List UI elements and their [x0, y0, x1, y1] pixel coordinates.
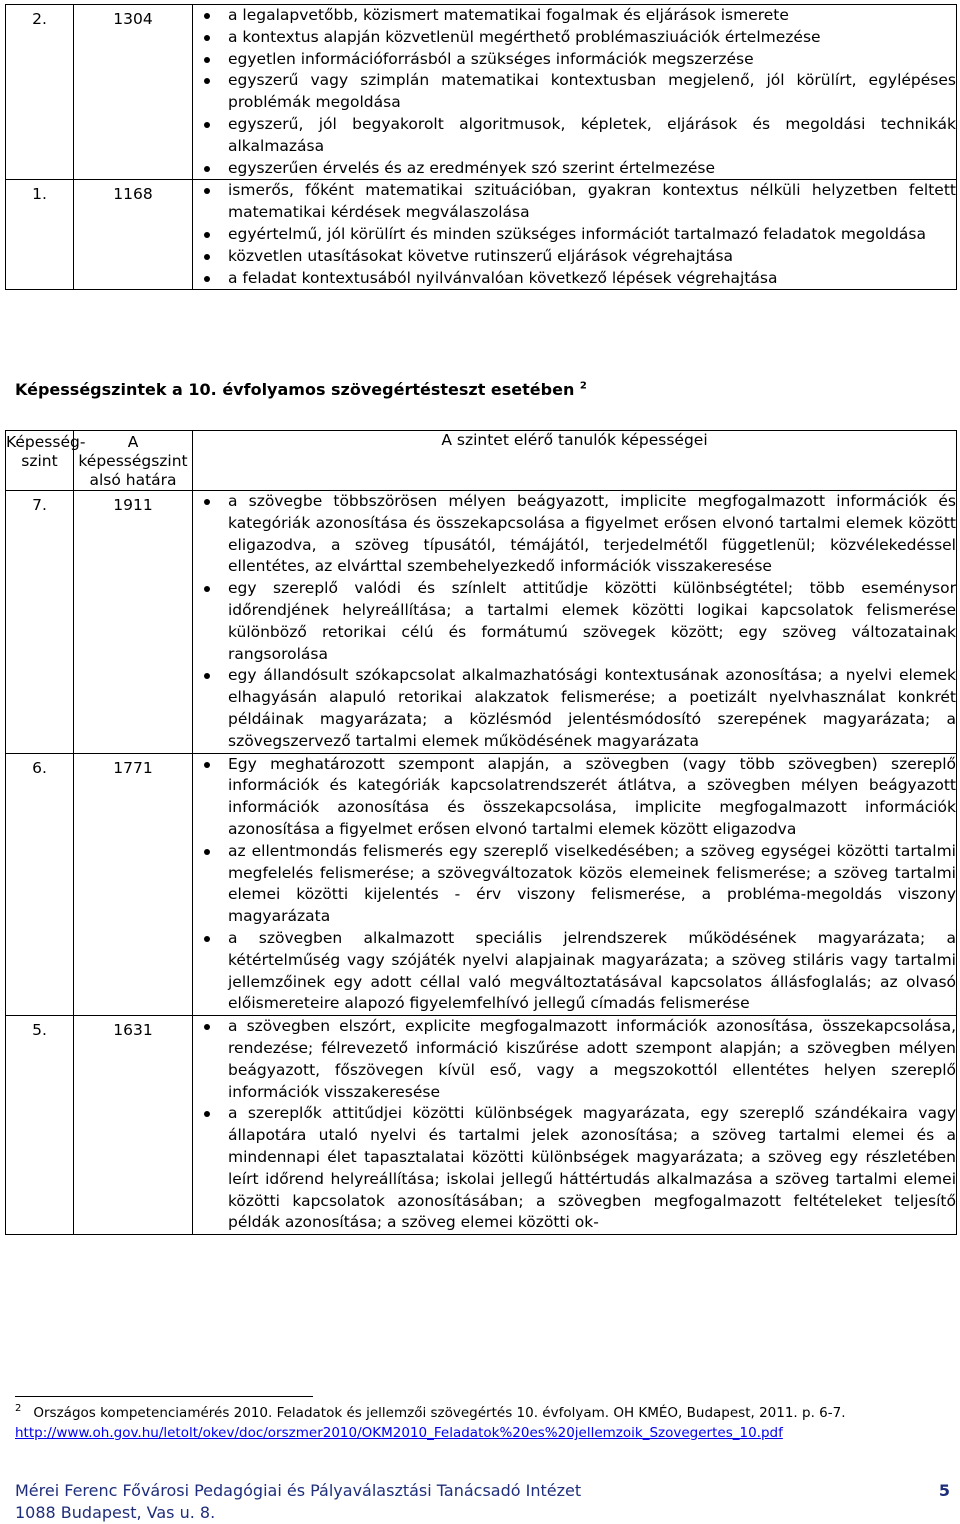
list-item-text: a feladat kontextusából nyilvánvalóan következő lépések végrehajtása — [228, 268, 778, 287]
lower-bound-cell: 1304 — [74, 5, 193, 180]
level-cell: 2. — [6, 5, 74, 180]
bullet-icon — [204, 78, 210, 84]
list-item — [193, 754, 956, 841]
list-item — [193, 70, 956, 114]
bullet-icon — [204, 13, 210, 19]
description-cell — [193, 180, 957, 290]
footnote-number: 2 — [15, 1403, 22, 1414]
level-cell: 1. — [6, 180, 74, 290]
lower-bound-cell: 1771 — [74, 753, 193, 1016]
bullet-icon — [204, 232, 210, 238]
table-row — [6, 1016, 957, 1235]
footer-address: 1088 Budapest, Vas u. 8. — [15, 1503, 216, 1522]
list-item-text: a szövegben alkalmazott speciális jelrendszerek működésének magyarázata; a kétértelműség vagy szójáték nyelvi alapjainak magyarázata; a szöveg stiláris vagy tartalmi jellemzőinek egy adott céllal való megváltoztatásával kapcsolatos állásfoglalás; az olvasó előismereteire alapozó figyelemfelhívó jellegű címadás felismerése — [228, 928, 956, 1013]
lower-bound-cell: 1631 — [74, 1016, 193, 1235]
list-item — [193, 268, 956, 290]
skill-table-math — [5, 4, 957, 290]
bullet-icon — [204, 122, 210, 128]
list-item — [193, 27, 956, 49]
bullet-icon — [204, 188, 210, 194]
list-item-text: a legalapvetőbb, közismert matematikai fogalmak és eljárások ismerete — [228, 6, 789, 24]
table-row — [6, 180, 957, 290]
header-level: Képesség-szint — [6, 431, 74, 491]
header-description: A szintet elérő tanulók képességei — [193, 431, 957, 491]
section-title — [15, 380, 587, 399]
list-item — [193, 1016, 956, 1103]
footnote-divider — [15, 1396, 313, 1397]
list-item-text: Egy meghatározott szempont alapján, a szövegben (vagy több szövegben) szereplő információk és kategóriák kapcsolatrendszerét átlátva, a szövegben mélyen beágyazott információk azonosítása és összekapcsolása, implicite megfogalmazott információk azonosítása a figyelmet erősen elvonó tartalmi elemek között eligazodva — [228, 754, 956, 838]
table-row — [6, 5, 957, 180]
list-item — [193, 5, 956, 27]
list-item-text: egyértelmű, jól körülírt és minden szükséges információt tartalmazó feladatok megoldása — [228, 224, 926, 243]
page-number: 5 — [938, 1481, 950, 1500]
list-item-text: egyszerű, jól begyakorolt algoritmusok, képletek, eljárások és megoldási technikák alkalmazása — [228, 114, 956, 155]
list-item-text: a kontextus alapján közvetlenül megérthető problémasziuációk értelmezése — [228, 27, 821, 46]
bullet-icon — [204, 499, 210, 505]
list-item — [193, 224, 956, 246]
list-item-text: egyszerűen érvelés és az eredmények szó szerint értelmezése — [228, 158, 715, 177]
list-item — [193, 665, 956, 752]
list-item-text: a szövegben elszórt, explicite megfogalmazott információk azonosítása, összekapcsolása, rendezése; félrevezető információ kiszűrése adott szempont alapján; a szövegben mélyen beágyazott, főszövegen kívül eső, vagy a megszokottól ellentétes helyen szereplő információk visszakeresése — [228, 1017, 956, 1101]
list-item-text: a szövegbe többszörösen mélyen beágyazott, implicite megfogalmazott információk és kategóriák azonosítása és összekapcsolása a figyelmet erősen elvonó tartalmi elemek között eligazodva, a szöveg típusától, témájától, terjedelmétől függetlenül; közvélekedéssel ellentétes, az elvárttal szembehelyezkedő információk visszakeresése — [228, 492, 956, 576]
ability-list — [193, 491, 956, 753]
list-item — [193, 180, 956, 224]
list-item-text: a szereplők attitűdjei közötti különbségek magyarázata, egy szereplő szándékaira vagy állapotára utaló nyelvi és tartalmi jelek azonosítása; a szöveg tartalmi elemei és a mindennapi élet tapasztalatai közötti különbségek magyarázata; a szöveg egy részletében leírt időrend helyreállítása; iskolai jellegű háttértudás alkalmazása a szöveg tartalmi elemei közötti kapcsolatok azonosításában; a szövegben megfogalmazott feltételeket teljesítő példák azonosítása; a szöveg elemei közötti ok- — [228, 1104, 956, 1232]
page-footer — [15, 1480, 950, 1524]
table-row — [6, 753, 957, 1016]
bullet-icon — [204, 166, 210, 172]
list-item — [193, 158, 956, 180]
ability-list — [193, 180, 956, 289]
table-header-row — [6, 431, 957, 491]
skill-table-reading — [5, 430, 957, 1235]
footnote-text: Országos kompetenciamérés 2010. Feladatok és jellemzői szövegértés 10. évfolyam. OH KMÉO, Budapest, 2011. p. 6-7. — [33, 1405, 846, 1421]
description-cell — [193, 491, 957, 754]
list-item-text: egy állandósult szókapcsolat alkalmazhatósági kontextusának azonosítása; a nyelvi elemek elhagyásán alapuló retorikai alakzatok felismerése; a poetizált nyelvhasználat konkrét példáinak magyarázata; a közlésmód jelentésmódosító szerepének magyarázata; a szövegszervező tartalmi elemek működésének magyarázata — [228, 666, 956, 750]
ability-list — [193, 754, 956, 1016]
list-item — [193, 841, 956, 928]
ability-list — [193, 5, 956, 179]
bullet-icon — [204, 762, 210, 768]
bullet-icon — [204, 276, 210, 282]
list-item — [193, 491, 956, 578]
description-cell — [193, 753, 957, 1016]
list-item-text: közvetlen utasításokat követve rutinszerű eljárások végrehajtása — [228, 246, 734, 265]
section-title-text: Képességszintek a 10. évfolyamos szövegértésteszt esetében — [15, 380, 575, 399]
list-item — [193, 49, 956, 71]
level-cell: 5. — [6, 1016, 74, 1235]
list-item-text: ismerős, főként matematikai szituációban, gyakran kontextus nélküli helyzetben feltett matematikai kérdések megválaszolása — [228, 181, 956, 222]
bullet-icon — [204, 35, 210, 41]
list-item — [193, 578, 956, 665]
lower-bound-cell: 1168 — [74, 180, 193, 290]
bullet-icon — [204, 1111, 210, 1117]
bullet-icon — [204, 673, 210, 679]
header-lower-bound: A képességszint alsó határa — [74, 431, 193, 491]
level-cell: 6. — [6, 753, 74, 1016]
ability-list — [193, 1016, 956, 1234]
list-item-text: egyszerű vagy szimplán matematikai kontextusban megjelenő, jól körülírt, egylépéses problémák megoldása — [228, 71, 956, 112]
bullet-icon — [204, 936, 210, 942]
bullet-icon — [204, 254, 210, 260]
bullet-icon — [204, 57, 210, 63]
description-cell — [193, 5, 957, 180]
list-item — [193, 114, 956, 158]
list-item — [193, 928, 956, 1015]
list-item — [193, 1103, 956, 1234]
bullet-icon — [204, 1024, 210, 1030]
description-cell — [193, 1016, 957, 1235]
footnote — [15, 1404, 846, 1443]
footnote-link[interactable]: http://www.oh.gov.hu/letolt/okev/doc/orszmer2010/OKM2010_Feladatok%20es%20jellemzoik_Szovegertes_10.pdf — [15, 1425, 783, 1441]
list-item-text: egy szereplő valódi és színlelt attitűdje közötti különbségtétel; több eseménysor időrendjének helyreállítása; a tartalmi elemek közötti logikai kapcsolatok felismerése különböző retorikai célú és formátumú szövegek között; egy szöveg változatainak rangsorolása — [228, 579, 956, 663]
bullet-icon — [204, 586, 210, 592]
level-cell: 7. — [6, 491, 74, 754]
footer-institution: Mérei Ferenc Fővárosi Pedagógiai és Pályaválasztási Tanácsadó Intézet — [15, 1481, 582, 1500]
list-item-text: az ellentmondás felismerés egy szereplő viselkedésében; a szöveg egységei közötti tartalmi megfelelés felismerése; a szövegváltozatok közös elemeinek felismerése; a szöveg tartalmi elemei közötti kijelentés - érv viszony felismerése, a probléma-megoldás viszony magyarázata — [228, 841, 956, 926]
bullet-icon — [204, 849, 210, 855]
lower-bound-cell: 1911 — [74, 491, 193, 754]
list-item-text: egyetlen információforrásból a szükséges információk megszerzése — [228, 49, 754, 68]
footnote-ref[interactable]: 2 — [579, 380, 587, 392]
table-row — [6, 491, 957, 754]
list-item — [193, 246, 956, 268]
